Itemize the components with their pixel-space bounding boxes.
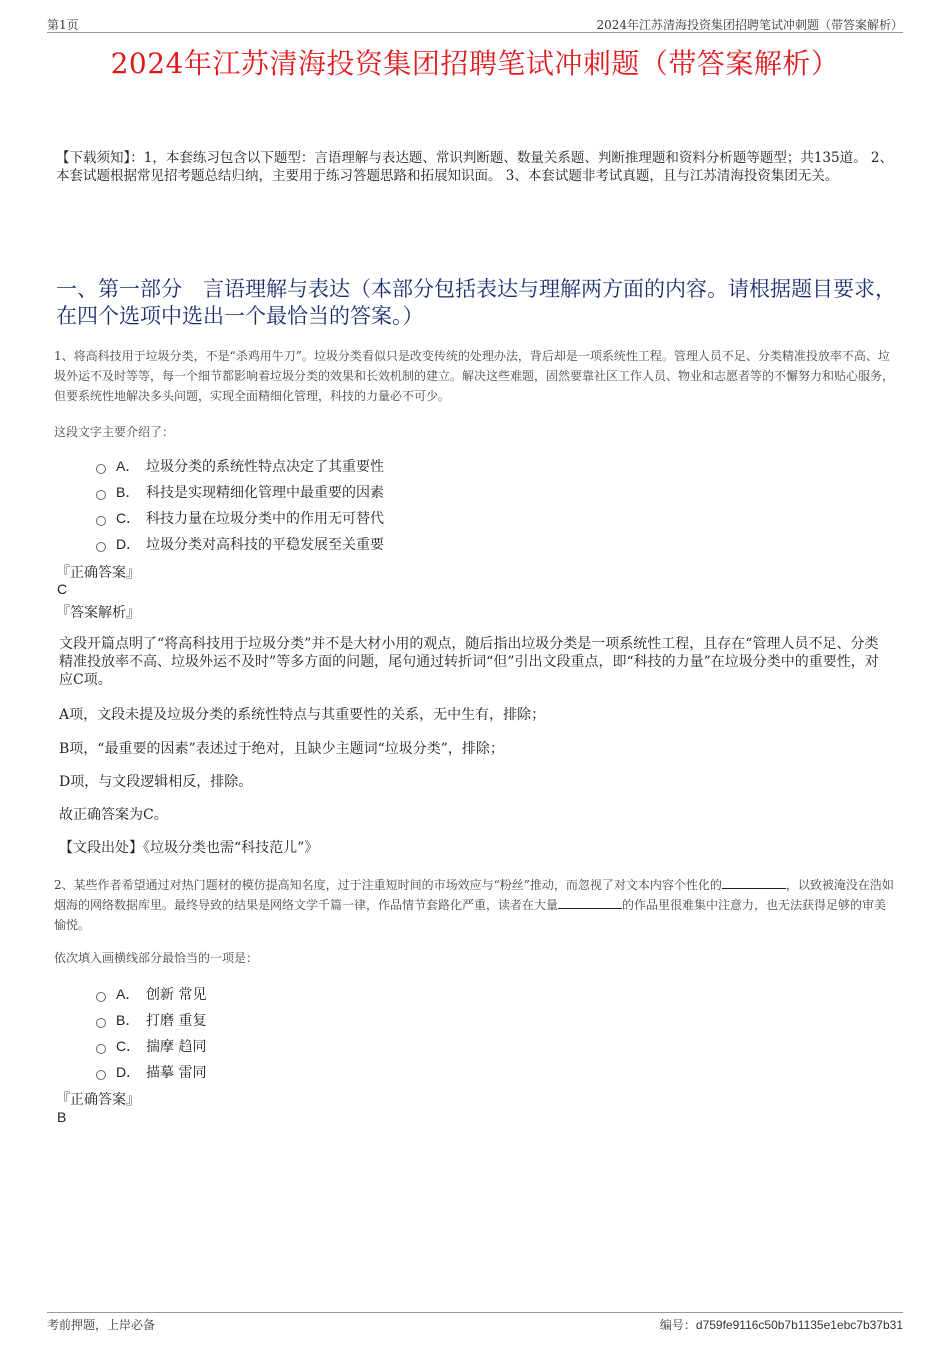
option-text: 科技是实现精细化管理中最重要的因素 xyxy=(146,485,384,501)
page-number: 第1页 xyxy=(47,18,79,32)
analysis-label: 『答案解析』 xyxy=(56,605,140,621)
option-d[interactable] xyxy=(96,531,384,557)
answer-label: 『正确答案』 xyxy=(56,565,140,581)
option-c[interactable] xyxy=(96,505,384,531)
radio-icon[interactable] xyxy=(96,464,106,474)
option-a[interactable] xyxy=(96,453,384,479)
question-1-options xyxy=(96,453,384,557)
question-2-options xyxy=(96,981,206,1085)
radio-icon[interactable] xyxy=(96,490,106,500)
option-letter: C． xyxy=(116,510,141,526)
footer-code: 编号：d759fe9116c50b7b1135e1ebc7b37b31 xyxy=(659,1318,903,1332)
analysis-option-b: B项，“最重要的因素”表述过于绝对，且缺少主题词“垃圾分类”，排除； xyxy=(59,741,504,757)
option-letter: A． xyxy=(116,986,140,1002)
analysis-conclusion: 故正确答案为C。 xyxy=(59,807,168,823)
radio-icon[interactable] xyxy=(96,542,106,552)
option-text: 描摹 雷同 xyxy=(146,1065,207,1081)
analysis-option-a: A项，文段未提及垃圾分类的系统性特点与其重要性的关系，无中生有，排除； xyxy=(59,707,546,723)
page-header xyxy=(47,14,903,33)
radio-icon[interactable] xyxy=(96,992,106,1002)
fill-blank-2 xyxy=(558,896,622,909)
option-letter: C． xyxy=(116,1038,141,1054)
header-doc-title: 2024年江苏清海投资集团招聘笔试冲刺题（带答案解析） xyxy=(596,18,903,32)
option-d[interactable] xyxy=(96,1059,206,1085)
option-letter: A． xyxy=(116,458,140,474)
fill-blank-1 xyxy=(722,876,786,889)
option-b[interactable] xyxy=(96,479,384,505)
option-letter: B． xyxy=(116,484,140,500)
option-letter: B． xyxy=(116,1012,140,1028)
answer-value: B xyxy=(57,1109,67,1125)
option-letter: D． xyxy=(116,536,141,552)
answer-label: 『正确答案』 xyxy=(56,1092,140,1108)
option-b[interactable] xyxy=(96,1007,206,1033)
analysis-paragraph: 文段开篇点明了“将高科技用于垃圾分类”并不是大材小用的观点，随后指出垃圾分类是一项系统性工程，且存在“管理人员不足、分类精准投放率不高、垃圾外运不及时”等多方面的问题，尾句通过转折词“但”引出文段重点，即“科技的力量”在垃圾分类中的重要性，对应C项。 xyxy=(59,636,879,688)
option-text: 揣摩 趋同 xyxy=(146,1039,207,1055)
option-text: 垃圾分类的系统性特点决定了其重要性 xyxy=(146,459,384,475)
document-title: 2024年江苏清海投资集团招聘笔试冲刺题（带答案解析） xyxy=(110,47,840,80)
option-text: 垃圾分类对高科技的平稳发展至关重要 xyxy=(146,537,384,553)
question-1-prompt: 这段文字主要介绍了： xyxy=(54,425,175,439)
analysis-source: 【文段出处】《垃圾分类也需“科技范儿”》 xyxy=(59,840,319,856)
question-1-text: 1、将高科技用于垃圾分类，不是“杀鸡用牛刀”。垃圾分类看似只是改变传统的处理办法，背后却是一项系统性工程。管理人员不足、分类精准投放率不高、垃圾外运不及时等等，每一个细节都影响着垃圾分类的效果和长效机制的建立。解决这些难题，固然要靠社区工作人员、物业和志愿者等的不懈努力和贴心服务，但要系统性地解决多头问题，实现全面精细化管理，科技的力量必不可少。 xyxy=(54,349,895,403)
analysis-option-d: D项，与文段逻辑相反，排除。 xyxy=(59,774,253,790)
radio-icon[interactable] xyxy=(96,1070,106,1080)
radio-icon[interactable] xyxy=(96,1044,106,1054)
option-text: 打磨 重复 xyxy=(146,1013,207,1029)
question-2-text: 2、某些作者希望通过对热门题材的模仿提高知名度，过于注重短时间的市场效应与“粉丝”推动，而忽视了对文本内容个性化的 ，以致被淹没在浩如烟海的网络数据库里。最终导致的结果是网络文学千篇一律，作品情节套路化严重，读者在大量 的作品里很难集中注意力，也无法获得足够的审美愉悦。 xyxy=(54,878,894,932)
page-footer xyxy=(47,1312,903,1333)
option-text: 创新 常见 xyxy=(146,987,207,1003)
option-letter: D． xyxy=(116,1064,141,1080)
radio-icon[interactable] xyxy=(96,516,106,526)
question-2-prompt: 依次填入画横线部分最恰当的一项是： xyxy=(54,951,259,965)
option-a[interactable] xyxy=(96,981,206,1007)
download-notice: 【下载须知】：1，本套练习包含以下题型：言语理解与表达题、常识判断题、数量关系题、判断推理题和资料分析题等题型；共135道。 2、本套试题根据常见招考题总结归纳，主要用于练习答题思路和拓展知识面。 3、本套试题非考试真题，且与江苏清海投资集团无关。 xyxy=(56,150,893,184)
footer-slogan: 考前押题，上岸必备 xyxy=(47,1318,156,1332)
option-c[interactable] xyxy=(96,1033,206,1059)
option-text: 科技力量在垃圾分类中的作用无可替代 xyxy=(146,511,384,527)
answer-value: C xyxy=(57,581,68,597)
section-title: 一、第一部分 言语理解与表达（本部分包括表达与理解两方面的内容。请根据题目要求，在四个选项中选出一个最恰当的答案。） xyxy=(56,277,896,328)
radio-icon[interactable] xyxy=(96,1018,106,1028)
